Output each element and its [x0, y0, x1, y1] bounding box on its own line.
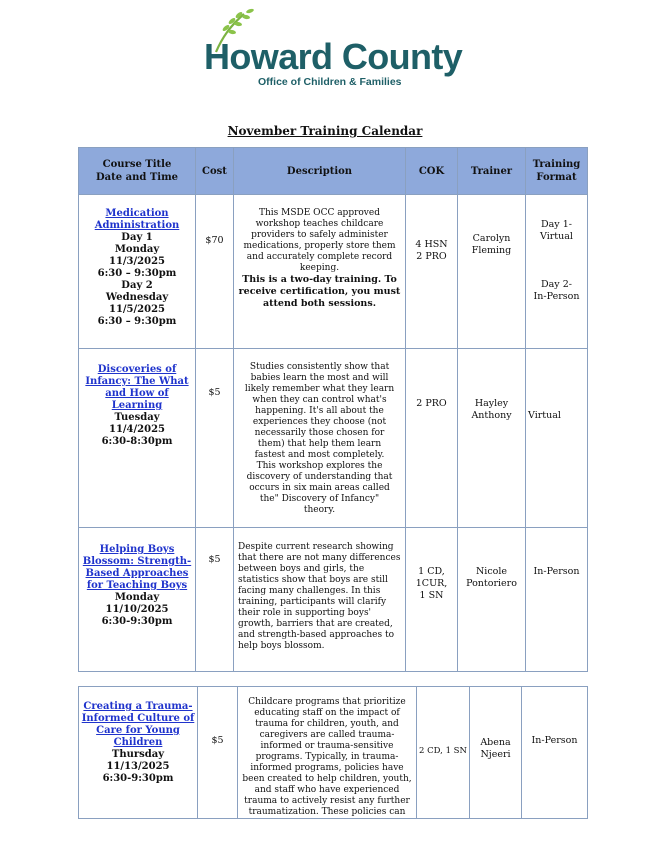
course-time: 6:30-9:30pm — [101, 616, 173, 627]
course-description: Childcare programs that prioritize educating staff on the impact of trauma for children, youth, and caregivers are called trauma- informed or trauma-sensitive programs. Typically, in trauma- informed programs, policies have been created to help children, youth, and staff who have experienced trauma to actively resist any further traumatization. These policies can — [238, 687, 417, 819]
logo-wordmark: Howard County — [204, 36, 463, 77]
course-cok: 2 CD, 1 SN — [417, 687, 470, 819]
course-trainer: Abena Njeeri — [470, 687, 522, 819]
course-trainer: Hayley Anthony — [458, 349, 526, 528]
course-cok: 4 HSN 2 PRO — [406, 195, 458, 349]
course-description: This MSDE OCC approved workshop teaches childcare providers to safely administer medications, properly store them and accurately complete record keeping. This is a two-day training. To receive certification, you must attend both sessions. — [234, 195, 406, 349]
table-header-row — [79, 148, 588, 195]
course-time: 6:30-9:30pm — [102, 773, 174, 784]
course-weekday: Monday — [114, 592, 160, 603]
howard-county-logo — [202, 8, 492, 90]
course-format: In-Person — [522, 687, 588, 819]
course-weekday: Wednesday — [105, 292, 169, 303]
course-weekday: Monday — [114, 244, 160, 255]
course-date: 11/5/2025 — [108, 304, 165, 315]
logo-subtitle: Office of Children & Families — [258, 76, 402, 88]
course-date: 11/4/2025 — [108, 424, 165, 435]
header-cost: Cost — [196, 148, 234, 195]
course-time: 6:30 – 9:30pm — [97, 268, 177, 279]
course-cok: 2 PRO — [406, 349, 458, 528]
course-format: In-Person — [526, 528, 588, 672]
header-format: Training Format — [526, 148, 588, 195]
course-link-discoveries[interactable]: Discoveries of Infancy: The What and How of Learning — [85, 364, 189, 411]
course-cost: $5 — [198, 687, 238, 819]
course-trainer: Carolyn Fleming — [458, 195, 526, 349]
header-description: Description — [234, 148, 406, 195]
course-link-helping-boys[interactable]: Helping Boys Blossom: Strength- Based Approaches for Teaching Boys — [82, 544, 192, 591]
course-time: 6:30-8:30pm — [101, 436, 173, 447]
header-cok: COK — [406, 148, 458, 195]
course-cok: 1 CD, 1CUR, 1 SN — [406, 528, 458, 672]
course-date: 11/10/2025 — [105, 604, 169, 615]
course-description: Despite current research showing that there are not many differences between boys and girls, the statistics show that boys are still facing many challenges. In this training, participants will clarify their role in supporting boys' growth, barriers that are created, and strength-based approaches to help boys blossom. — [234, 528, 406, 672]
course-cost: $5 — [196, 349, 234, 528]
course-format: Day 1- Virtual Day 2- In-Person — [526, 195, 588, 349]
course-date: 11/13/2025 — [106, 761, 170, 772]
training-table-continued — [78, 686, 588, 819]
course-link-trauma-informed[interactable]: Creating a Trauma- Informed Culture of Care for Young Children — [81, 701, 195, 748]
course-trainer: Nicole Pontoriero — [458, 528, 526, 672]
table-row — [79, 687, 588, 819]
course-time: 6:30 – 9:30pm — [97, 316, 177, 327]
course-cost: $70 — [196, 195, 234, 349]
table-row — [79, 195, 588, 349]
course-link-medication[interactable]: Medication Administration — [94, 208, 180, 231]
training-table — [78, 147, 588, 672]
course-day-label: Day 1 — [121, 232, 153, 243]
course-format: Virtual — [526, 349, 588, 528]
course-date: 11/3/2025 — [108, 256, 165, 267]
header-course: Course Title Date and Time — [79, 148, 196, 195]
course-cost: $5 — [196, 528, 234, 672]
course-description: Studies consistently show that babies learn the most and will likely remember what they learn when they can control what's happening. It's all about the experiences they choose (not necessarily those chosen for them) that help them learn fastest and most completely. This workshop explores the discovery of understanding that occurs in six main areas called the" Discovery of Infancy" theory. — [234, 349, 406, 528]
table-row — [79, 528, 588, 672]
header-trainer: Trainer — [458, 148, 526, 195]
page-title: November Training Calendar — [227, 124, 423, 138]
course-day-label: Day 2 — [121, 280, 153, 291]
course-weekday: Tuesday — [114, 412, 160, 423]
table-row — [79, 349, 588, 528]
course-weekday: Thursday — [111, 749, 165, 760]
